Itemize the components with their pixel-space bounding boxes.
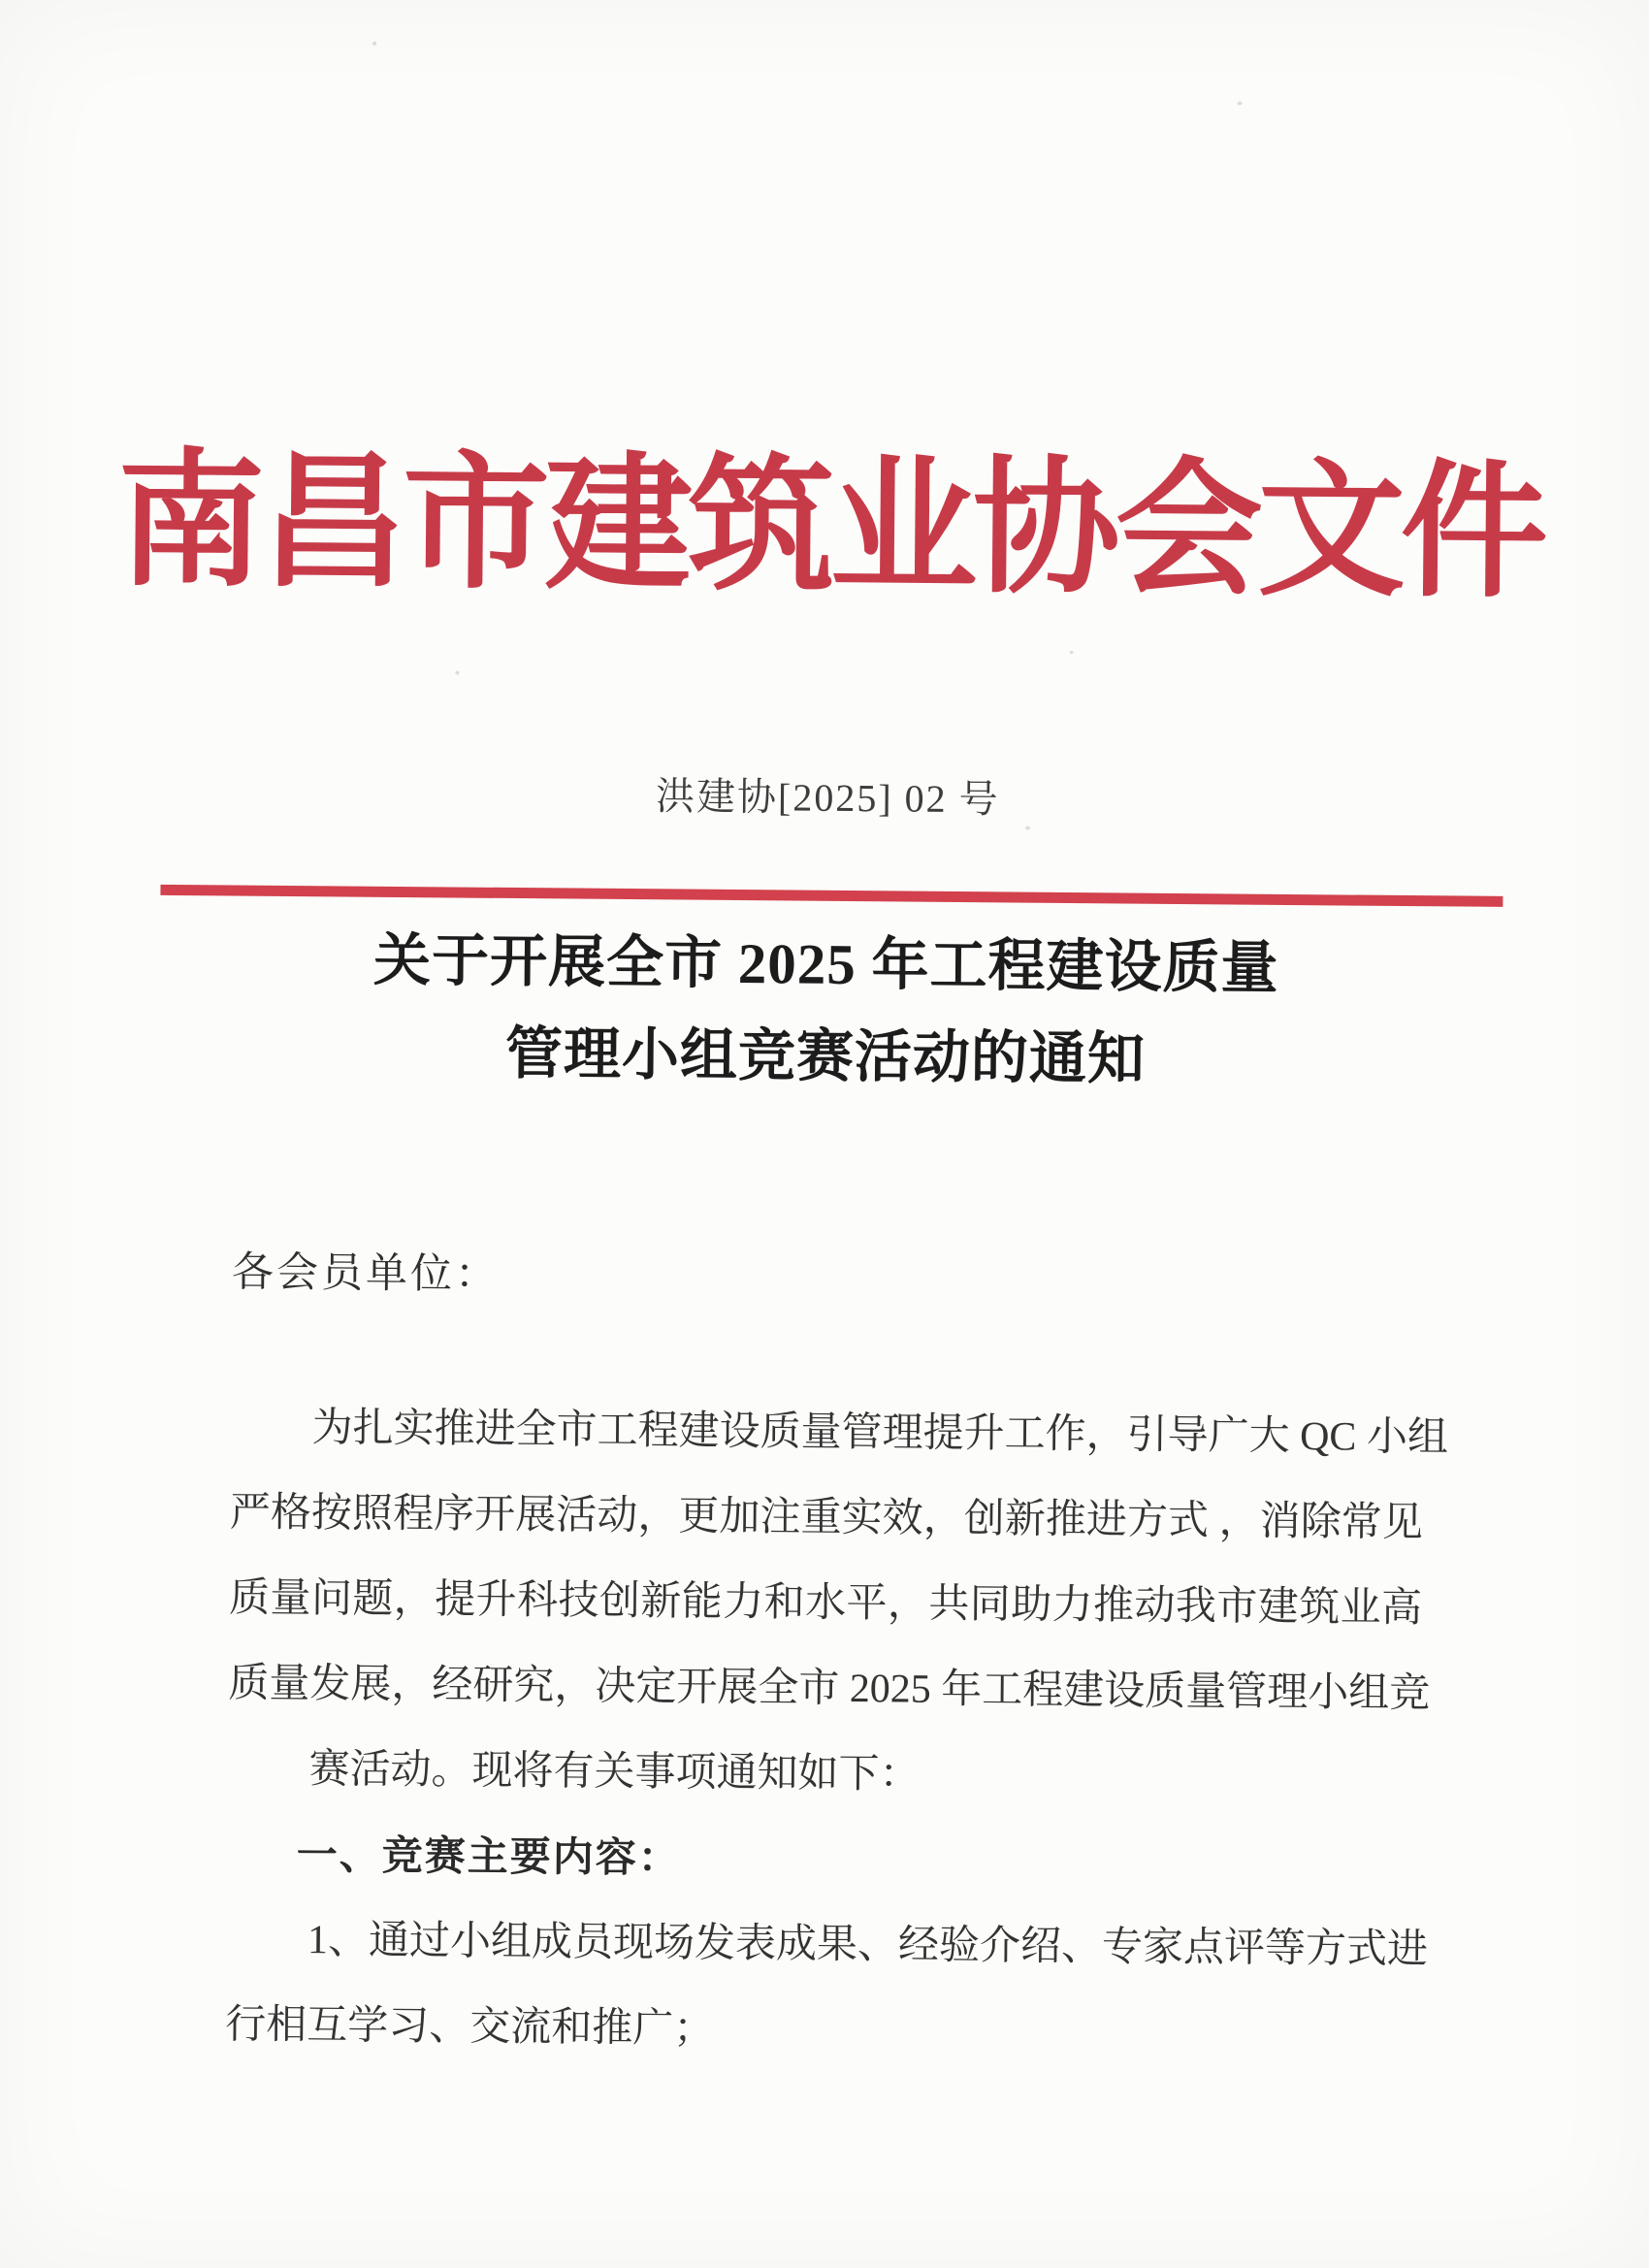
section-heading: 一、竞赛主要内容： — [296, 1831, 681, 1881]
body-line: 质量发展，经研究，决定开展全市 2025 年工程建设质量管理小组竞 — [228, 1661, 1431, 1717]
body-line: 行相互学习、交流和推广； — [225, 2002, 715, 2052]
body-line: 为扎实推进全市工程建设质量管理提升工作，引导广大 QC 小组 — [311, 1406, 1449, 1461]
red-divider-line — [160, 885, 1503, 907]
scan-speck — [1025, 826, 1030, 830]
body-line: 1、通过小组成员现场发表成果、经验介绍、专家点评等方式进 — [307, 1918, 1429, 1973]
scan-speck — [372, 42, 376, 46]
scan-speck — [455, 670, 459, 674]
scan-speck — [1238, 101, 1243, 105]
document-number: 洪建协[2025] 02 号 — [655, 774, 1000, 822]
document-body — [225, 1384, 1449, 2078]
document-title-line-1: 关于开展全市 2025 年工程建设质量 — [372, 927, 1279, 1000]
agency-masthead-title: 南昌市建筑业协会文件 — [116, 439, 1544, 616]
scan-speck — [1070, 651, 1074, 654]
document-title-line-2: 管理小组竞赛活动的通知 — [504, 1021, 1147, 1091]
body-line: 赛活动。现将有关事项通知如下： — [308, 1747, 921, 1798]
salutation: 各会员单位： — [231, 1249, 501, 1298]
body-line: 严格按照程序开展活动，更加注重实效，创新推进方式 ，消除常见 — [229, 1490, 1424, 1546]
body-line: 质量问题，提升科技创新能力和水平，共同助力推动我市建筑业高 — [228, 1575, 1423, 1632]
